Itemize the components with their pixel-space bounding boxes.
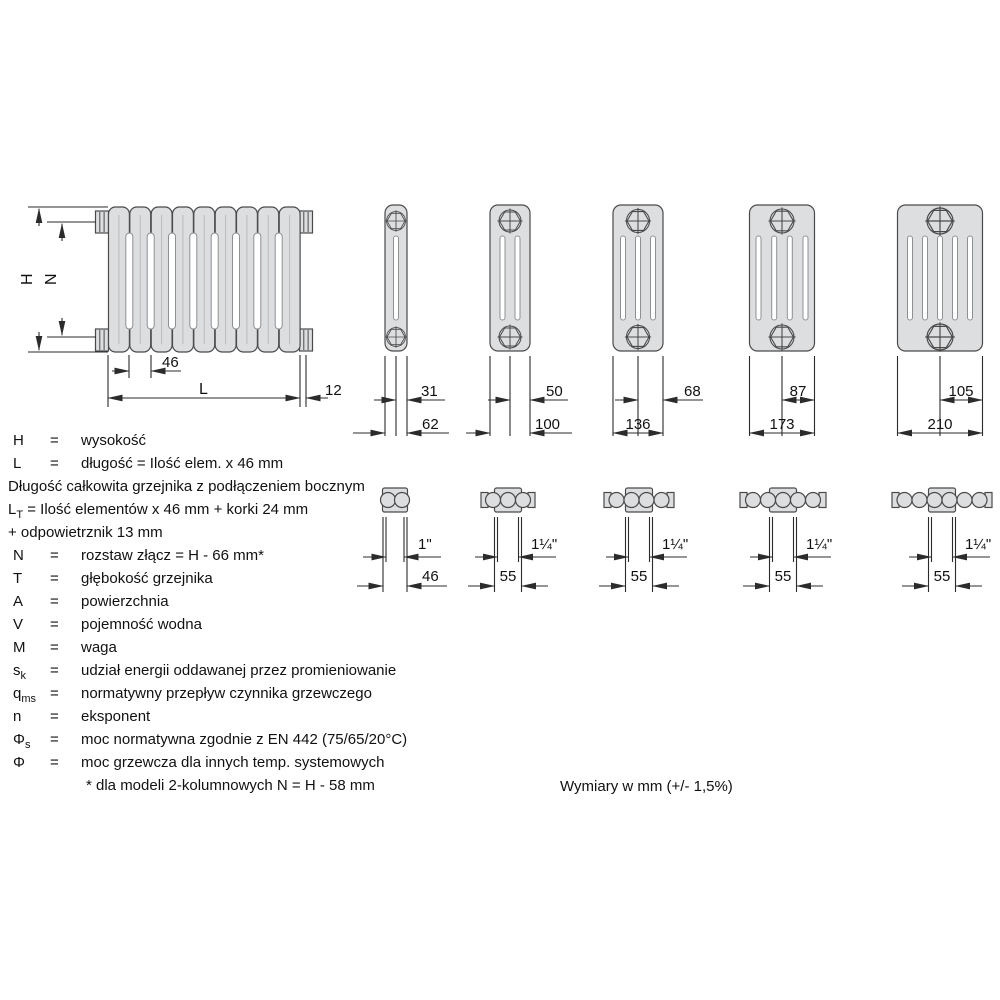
description: powierzchnia <box>81 593 169 610</box>
half-depth-label: 105 <box>948 383 974 400</box>
description: głębokość grzejnika <box>81 570 213 587</box>
description: = Ilość elementów x 46 mm + korki 24 mm <box>23 501 309 518</box>
dimensions-unit-note: Wymiary w mm (+/- 1,5%) <box>560 778 733 795</box>
legend-row: T = głębokość grzejnika <box>8 570 486 593</box>
description: Długość całkowita grzejnika z podłączeniem bocznym <box>8 478 365 495</box>
depth-label: 100 <box>535 416 561 433</box>
legend-row: n = eksponent <box>8 708 486 731</box>
legend-row <box>8 478 486 501</box>
legend-row: $s_k$ = udział energii oddawanej przez promieniowanie <box>8 662 486 685</box>
half-depth-label: 31 <box>421 383 438 400</box>
symbol: s <box>13 662 21 679</box>
symbol: Φ <box>13 754 25 771</box>
legend-row: N = rozstaw złącz = H - 66 mm* <box>8 547 486 570</box>
joint-spacing-dim-label: N <box>43 273 60 285</box>
top-view-5-column <box>740 488 832 592</box>
description: eksponent <box>81 708 151 725</box>
description: normatywny przepływ czynnika grzewczego <box>81 685 372 702</box>
symbol: V <box>13 616 24 633</box>
half-depth-label: 50 <box>546 383 563 400</box>
legend-row: $\Phi_s$ = moc normatywna zgodnie z EN 442 (75/65/20°C) <box>8 731 486 754</box>
legend-row: Φ = moc grzewcza dla innych temp. systemowych <box>8 754 486 777</box>
side-view-4-column <box>613 205 703 436</box>
element-width-label: 55 <box>774 568 792 585</box>
connection-size-label: 1¼" <box>965 536 992 553</box>
radiator-front-view <box>96 207 313 352</box>
height-dim-label: H <box>19 273 36 285</box>
description: pojemność wodna <box>81 616 202 633</box>
symbol-legend <box>8 432 486 800</box>
legend-row: $L_T$ = Ilość elementów x 46 mm + korki 24 mm <box>8 501 309 521</box>
description: moc grzewcza dla innych temp. systemowych <box>81 754 385 771</box>
element-width-label: 46 <box>422 568 439 585</box>
legend-row: $q_{ms}$ = normatywny przepływ czynnika grzewczego <box>8 685 486 708</box>
top-view-4-column <box>599 488 688 592</box>
side-view-5-column <box>750 205 815 436</box>
connection-size-label: 1¼" <box>531 536 558 553</box>
element-width-label: 55 <box>933 568 951 585</box>
symbol: A <box>13 593 24 610</box>
connection-size-label: 1¼" <box>806 536 833 553</box>
description: waga <box>81 639 117 656</box>
element-width-label: 55 <box>630 568 648 585</box>
side-view-3-column <box>466 205 572 436</box>
symbol: L <box>8 501 17 518</box>
description: długość = Ilość elem. x 46 mm <box>81 455 284 472</box>
legend-row: A = powierzchnia <box>8 593 486 616</box>
symbol: H <box>13 432 24 449</box>
legend-footnote <box>8 777 486 800</box>
symbol: N <box>13 547 24 564</box>
symbol: q <box>13 685 22 702</box>
legend-row: L = długość = Ilość elem. x 46 mm <box>8 455 486 478</box>
depth-label: 210 <box>927 416 953 433</box>
symbol: n <box>13 708 22 725</box>
side-view-2-column <box>353 205 449 436</box>
description: moc normatywna zgodnie z EN 442 (75/65/20°C) <box>81 731 408 748</box>
symbol: Φ <box>13 731 25 748</box>
description: rozstaw złącz = H - 66 mm* <box>81 547 264 564</box>
legend-row <box>8 524 486 547</box>
end-offset-label: 12 <box>325 382 342 399</box>
symbol: M <box>13 639 26 656</box>
element-width-label: 55 <box>499 568 517 585</box>
connection-size-label: 1¼" <box>662 536 689 553</box>
symbol: T <box>13 570 23 587</box>
length-dim-label: L <box>199 381 208 398</box>
half-depth-label: 87 <box>789 383 807 400</box>
depth-label: 62 <box>422 416 439 433</box>
legend-row: V = pojemność wodna <box>8 616 486 639</box>
description: + odpowietrznik 13 mm <box>8 524 163 541</box>
description: wysokość <box>81 432 147 449</box>
half-depth-label: 68 <box>684 383 701 400</box>
description: * dla modeli 2-kolumnowych N = H - 58 mm <box>86 777 375 794</box>
legend-row: M = waga <box>8 639 486 662</box>
element-pitch-label: 46 <box>162 354 179 371</box>
connection-size-label: 1" <box>418 536 432 553</box>
depth-label: 136 <box>625 416 651 433</box>
depth-label: 173 <box>769 416 795 433</box>
side-view-6-column <box>898 205 983 436</box>
top-view-6-column <box>892 488 992 592</box>
legend-row: H = wysokość <box>8 432 486 455</box>
description: udział energii oddawanej przez promieniowanie <box>81 662 397 679</box>
symbol: L <box>13 455 22 472</box>
